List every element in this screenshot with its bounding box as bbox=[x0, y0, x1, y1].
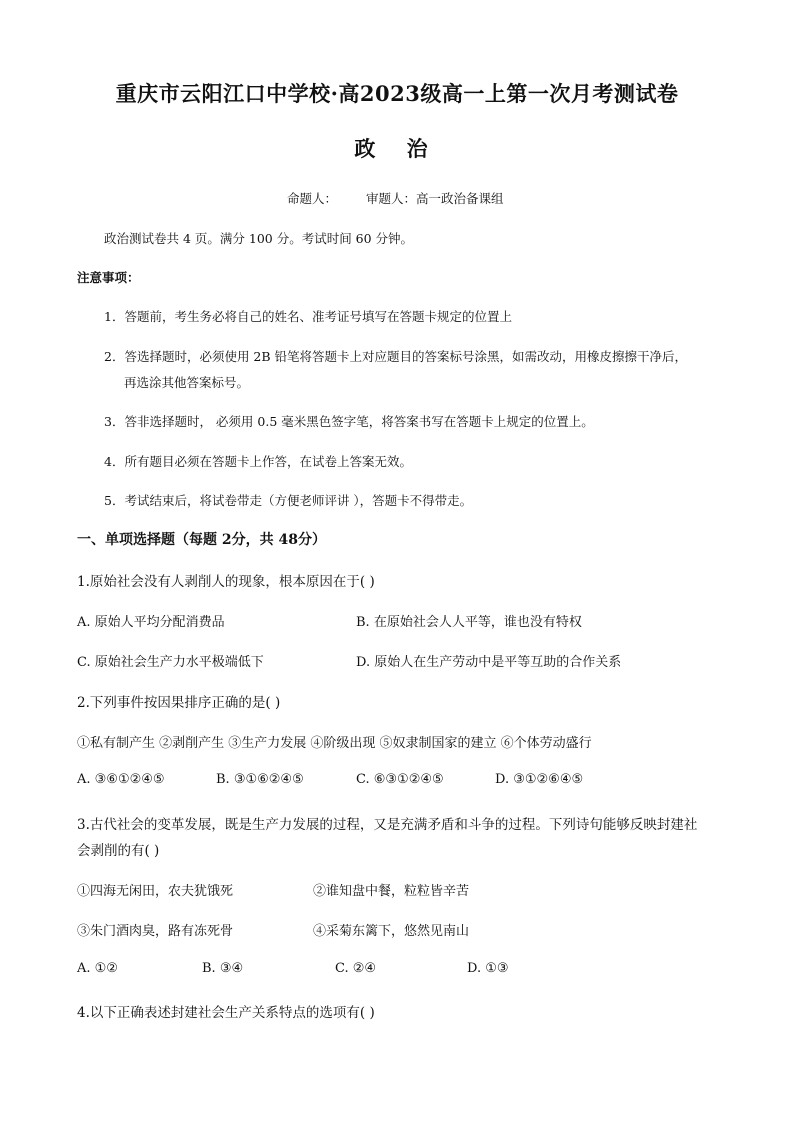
question-2-items: ①私有制产生 ②剥削产生 ③生产力发展 ④阶级出现 ⑤奴隶制国家的建立 ⑥个体劳动盛行 bbox=[77, 736, 592, 751]
note-item-5: 5．考试结束后，将试卷带走（方便老师评讲 ），答题卡不得带走。 bbox=[104, 493, 473, 508]
question-3-option-d: D. ①③ bbox=[467, 961, 509, 976]
question-2-option-d: D. ③①②⑥④⑤ bbox=[495, 772, 584, 787]
exam-title: 重庆市云阳江口中学校·高2023级高一上第一次月考测试卷 bbox=[115, 81, 679, 106]
question-3-item-1: ①四海无闲田，农夫犹饿死 bbox=[77, 884, 234, 899]
note-item-2-cont: 再选涂其他答案标号。 bbox=[124, 375, 250, 390]
question-2-stem: 2.下列事件按因果排序正确的是( ) bbox=[77, 695, 281, 711]
question-3-option-c: C. ②④ bbox=[335, 961, 377, 976]
question-3-item-4: ④采菊东篱下，悠然见南山 bbox=[313, 924, 470, 939]
question-3-option-b: B. ③④ bbox=[202, 961, 244, 976]
question-4-stem: 4.以下正确表述封建社会生产关系特点的选项有( ) bbox=[77, 1005, 375, 1021]
question-2-option-a: A. ③⑥①②④⑤ bbox=[77, 772, 165, 787]
note-item-4: 4．所有题目必须在答题卡上作答，在试卷上答案无效。 bbox=[104, 454, 412, 469]
author-label: 命题人： bbox=[287, 191, 338, 206]
note-item-3: 3．答非选择题时， 必须用 0.5 毫米黑色签字笔，将答案书写在答题卡上规定的位置上。 bbox=[104, 414, 594, 429]
question-3-option-a: A. ①② bbox=[77, 961, 118, 976]
section-heading: 一、单项选择题（每题 2分，共 48分） bbox=[77, 532, 326, 548]
question-1-stem: 1.原始社会没有人剥削人的现象，根本原因在于( ) bbox=[77, 574, 375, 590]
question-3-stem-cont: 会剥削的有( ) bbox=[77, 843, 160, 859]
question-3-stem: 3.古代社会的变革发展，既是生产力发展的过程，又是充满矛盾和斗争的过程。下列诗句能够反映封建社 bbox=[77, 817, 698, 833]
question-1-option-c: C. 原始社会生产力水平极端低下 bbox=[77, 655, 264, 670]
exam-intro: 政治测试卷共 4 页。满分 100 分。考试时间 60 分钟。 bbox=[104, 231, 414, 246]
question-3-item-3: ③朱门酒肉臭，路有冻死骨 bbox=[77, 924, 234, 939]
note-item-2: 2．答选择题时，必须使用 2B 铅笔将答题卡上对应题目的答案标号涂黑，如需改动，用橡皮擦擦干净后， bbox=[104, 349, 688, 364]
notes-heading: 注意事项： bbox=[77, 270, 140, 285]
reviewer-label: 审题人：高一政治备课组 bbox=[366, 191, 504, 206]
question-3-item-2: ②谁知盘中餐，粒粒皆辛苦 bbox=[313, 884, 470, 899]
question-1-option-a: A. 原始人平均分配消费品 bbox=[77, 615, 225, 630]
question-2-option-b: B. ③①⑥②④⑤ bbox=[216, 772, 304, 787]
question-1-option-d: D. 原始人在生产劳动中是平等互助的合作关系 bbox=[356, 655, 622, 670]
subject-title: 政 治 bbox=[354, 136, 440, 161]
question-1-option-b: B. 在原始社会人人平等，谁也没有特权 bbox=[356, 615, 582, 630]
note-item-1: 1．答题前，考生务必将自己的姓名、准考证号填写在答题卡规定的位置上 bbox=[104, 309, 512, 324]
question-2-option-c: C. ⑥③①②④⑤ bbox=[356, 772, 444, 787]
